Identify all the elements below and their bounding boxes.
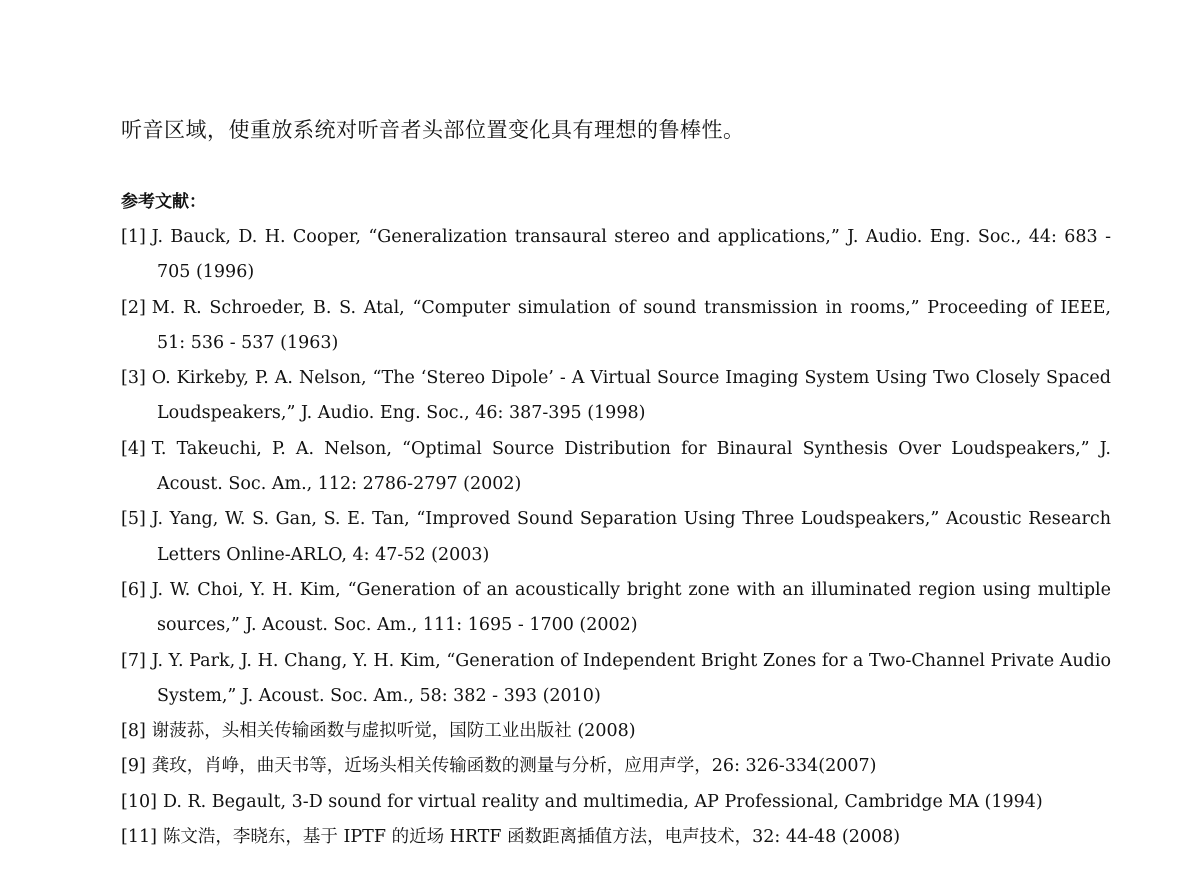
reference-number: [7] <box>121 650 146 671</box>
reference-item-5 <box>121 502 1111 573</box>
reference-text: D. R. Begault, 3-D sound for virtual reality and multimedia, AP Professional, Cambridge MA (1994) <box>162 791 1043 812</box>
reference-text: 龚玫，肖峥，曲天书等，近场头相关传输函数的测量与分析，应用声学，26: 326-334(2007) <box>151 756 877 777</box>
reference-text: O. Kirkeby, P. A. Nelson, “The ‘Stereo Dipole’ - A Virtual Source Imaging System Using Two Closely Spaced Loudspeakers,” J. Audio. Eng. Soc., 46: 387-395 (1998) <box>151 368 1111 424</box>
reference-text: J. W. Choi, Y. H. Kim, “Generation of an acoustically bright zone with an illuminated region using multiple sources,” J. Acoust. Soc. Am., 111: 1695 - 1700 (2002) <box>151 579 1111 636</box>
reference-item-8 <box>121 714 1111 749</box>
references-heading: 参考文献： <box>121 192 206 212</box>
reference-text: M. R. Schroeder, B. S. Atal, “Computer simulation of sound transmission in rooms,” Proceeding of IEEE, 51: 536 - 537 (1963) <box>151 297 1111 353</box>
reference-number: [1] <box>121 227 146 247</box>
reference-number: [10] <box>121 791 157 812</box>
reference-item-6 <box>121 573 1111 644</box>
reference-number: [9] <box>121 756 146 777</box>
reference-text: T. Takeuchi, P. A. Nelson, “Optimal Source Distribution for Binaural Synthesis Over Loudspeakers,” J. Acoust. Soc. Am., 112: 2786-2797 (2002) <box>151 438 1111 495</box>
reference-number: [5] <box>121 509 146 530</box>
reference-number: [8] <box>121 721 146 742</box>
reference-number: [6] <box>121 579 146 600</box>
reference-text: 陈文浩，李晓东，基于 IPTF 的近场 HRTF 函数距离插值方法，电声技术，32: 44-48 (2008) <box>162 827 901 848</box>
reference-text: J. Bauck, D. H. Cooper, “Generalization transaural stereo and applications,” J. Audio. Eng. Soc., 44: 683 - 705 (1996) <box>151 227 1111 283</box>
reference-item-2 <box>121 291 1111 362</box>
intro-paragraph: 听音区域，使重放系统对听音者头部位置变化具有理想的鲁棒性。 <box>121 118 745 142</box>
reference-item-7 <box>121 644 1111 715</box>
reference-item-9 <box>121 749 1111 784</box>
reference-item-10 <box>121 785 1111 820</box>
reference-item-4 <box>121 432 1111 503</box>
reference-item-11 <box>121 820 1111 855</box>
reference-number: [3] <box>121 368 146 389</box>
references-list <box>121 220 1111 855</box>
reference-item-3 <box>121 361 1111 432</box>
reference-number: [11] <box>121 827 157 848</box>
reference-item-1 <box>121 220 1111 291</box>
reference-text: J. Y. Park, J. H. Chang, Y. H. Kim, “Generation of Independent Bright Zones for a Two-Channel Private Audio System,” J. Acoust. Soc. Am., 58: 382 - 393 (2010) <box>151 650 1111 706</box>
reference-text: J. Yang, W. S. Gan, S. E. Tan, “Improved Sound Separation Using Three Loudspeakers,” Acoustic Research Letters Online-ARLO, 4: 47-52 (2003) <box>151 509 1111 565</box>
reference-number: [2] <box>121 297 146 318</box>
reference-number: [4] <box>121 438 146 459</box>
reference-text: 谢菠荪，头相关传输函数与虚拟听觉，国防工业出版社 (2008) <box>151 721 636 742</box>
